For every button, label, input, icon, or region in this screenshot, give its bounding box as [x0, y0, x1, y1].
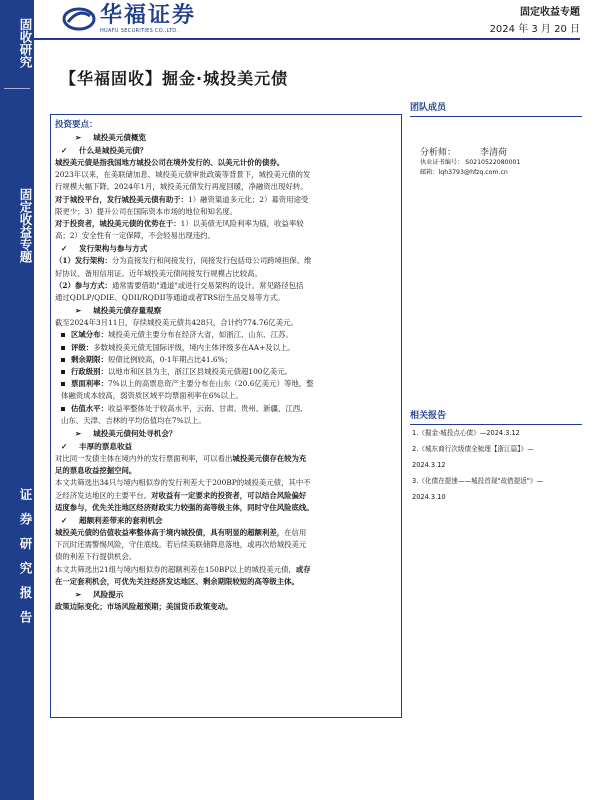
body-line — [55, 280, 397, 292]
team-heading: 团队成员 — [410, 100, 582, 117]
body-line — [55, 465, 397, 477]
body-line — [55, 181, 397, 193]
stat-bullet — [55, 329, 397, 341]
body-line — [55, 477, 397, 489]
plain-text: 政策边际变化；市场风险超预期；美国货币政策变动。 — [55, 602, 233, 612]
bullet-label: 行政级别： — [71, 367, 108, 377]
report-category: 固定收益专题 — [520, 7, 580, 18]
header-meta — [490, 4, 580, 38]
bullet-label: 估值水平： — [71, 403, 108, 413]
logo-english-name: HUAFU SECURITIES CO.,LTD. — [100, 27, 179, 34]
stat-bullet — [55, 403, 397, 415]
square-bullet-icon — [61, 370, 65, 374]
sidebar-mid-label: 固定收益专题 — [18, 188, 33, 263]
body-line — [55, 576, 397, 588]
analyst-name: 李清荷 — [480, 148, 508, 158]
bold-lead: 对于投资者，城投美元债的优势在于： — [55, 219, 181, 229]
square-bullet-icon — [61, 407, 65, 411]
check-bullet-icon: ✓ — [61, 516, 68, 526]
check-heading-text: 发行架构与参与方式 — [79, 244, 148, 254]
subheading-text: 城投美元债何处寻机会？ — [93, 429, 177, 439]
plain-text: 好协议、备用信用证。近年城投美元债间接发行规模占比较高。 — [55, 268, 262, 278]
check-heading-text: 丰厚的票息收益 — [79, 442, 133, 452]
analyst-block — [410, 145, 582, 178]
body-line — [55, 169, 397, 181]
summary-box — [50, 114, 402, 718]
left-sidebar — [0, 0, 34, 800]
bold-tail: 城投美元债存在较为充 — [232, 454, 307, 464]
body-line — [55, 527, 397, 539]
check-bullet-icon: ✓ — [61, 146, 68, 155]
plain-text: 1）以美债无风险利率为锚，收益率较 — [180, 219, 304, 229]
arrow-bullet-icon: ➢ — [75, 429, 82, 439]
arrow-bullet-icon: ➢ — [75, 306, 82, 316]
summary-heading: 投资要点： — [55, 120, 98, 130]
bold-tail: 或存 — [295, 564, 311, 574]
bullet-text: 短债比例较高，0-1年期占比41.6%； — [107, 354, 233, 364]
body-line — [55, 317, 397, 329]
plain-text: 城投美元债是指我国地方城投公司在境外发行的、以美元计价的债券。 — [55, 158, 285, 167]
arrow-bullet-icon: ➢ — [75, 133, 82, 142]
body-line — [55, 157, 397, 169]
header-rule — [34, 38, 580, 40]
section-subheading — [55, 588, 397, 601]
sidebar-bottom-label: 证券研究报告 — [18, 488, 33, 635]
check-subheading — [55, 514, 397, 527]
plain-text: 限更少；3）提升公司在国际资本市场的地位和知名度。 — [55, 206, 238, 216]
check-subheading — [55, 242, 397, 255]
bullet-label: 票面利率： — [71, 379, 108, 389]
body-line — [55, 292, 397, 304]
plain-text: 2023年以来，在美联储加息、城投美元债审批政策等背景下，城投美元债的发 — [55, 170, 311, 180]
plain-text: 1）融资渠道多元化；2）募资用途受 — [188, 194, 309, 204]
section-subheading — [55, 131, 397, 144]
arrow-bullet-icon: ➢ — [75, 590, 82, 600]
bold-lead: 城投美元债的估值收益率整体高于境内城投债，具有明显的超额利差， — [55, 528, 285, 538]
plain-text: 债的利差下行提供机会。 — [55, 552, 137, 562]
stat-bullet — [55, 354, 397, 366]
plain-text: 下沉时还需警惕风险，守住底线。若后续美联储降息落地，或再次给城投美元 — [55, 540, 307, 550]
bullet-text: 以地市和区县为主，浙江区县城投美元债超100亿美元。 — [107, 367, 293, 377]
analyst-email: 邮箱：lqh3793@hfzq.com.cn — [420, 169, 508, 176]
body-line — [55, 551, 397, 563]
plain-text: 通过QDLP/QDIE、QDII/RQDII等通道或者TRS衍生品交易等方式。 — [55, 293, 285, 303]
related-report-item[interactable]: 1.《掘金·城投点心债》—2024.3.12 — [412, 429, 520, 437]
body-line — [55, 415, 397, 427]
report-date: 2024 年 3 月 20 日 — [489, 24, 580, 35]
section-subheading — [55, 427, 397, 440]
sidebar-top-label: 固收研究 — [18, 18, 33, 68]
plain-text: 足的票息收益挖掘空间。 — [55, 466, 137, 476]
check-bullet-icon: ✓ — [61, 244, 68, 254]
stat-bullet — [55, 366, 397, 378]
plain-text: 在信用 — [284, 528, 307, 538]
body-line — [55, 194, 397, 206]
bullet-text: 收益率整体处于较高水平，云南、甘肃、贵州、新疆、江西、 — [107, 403, 308, 413]
related-reports-heading: 相关报告 — [410, 408, 582, 425]
right-column — [410, 100, 582, 505]
subheading-text: 城投美元债概览 — [93, 133, 147, 142]
logo-emblem-icon — [62, 6, 96, 32]
bullet-text: 多数城投美元债无国际评级，境内主体评级多在AA+及以上。 — [93, 342, 295, 352]
related-reports-list — [410, 425, 582, 505]
check-bullet-icon: ✓ — [61, 442, 68, 452]
related-report-item[interactable]: 2024.3.12 — [412, 461, 446, 469]
plain-text: 截至2024年3月11日，存续城投美元债共428只，合计约774.76亿美元。 — [55, 318, 298, 328]
body-line — [55, 255, 397, 267]
subheading-text: 城投美元债存量观察 — [93, 306, 162, 316]
bold-lead: （2）参与方式： — [55, 280, 112, 290]
analyst-role: 分析师： — [420, 148, 457, 158]
body-line — [55, 390, 397, 402]
bold-tail: 对收益有一定要求的投资者，可以结合风险偏好 — [151, 490, 307, 500]
plain-text: 行规模大幅下降。2024年1月，城投美元债发行再度回暖，净融资出现好转。 — [55, 182, 308, 192]
check-heading-text: 超额利差带来的套利机会 — [79, 516, 163, 526]
body-line — [55, 218, 397, 230]
plain-text: 乏经济发达地区的主要平台。 — [55, 490, 152, 500]
plain-text: 本文共筛选出34只与境内相似券的发行利差大于200BP的城投美元债，其中不 — [55, 478, 311, 488]
sidebar-divider — [4, 88, 30, 89]
bold-lead: 对于城投平台，发行城投美元债有助于： — [55, 194, 189, 204]
check-heading-text: 什么是城投美元债？ — [79, 146, 148, 155]
company-logo — [62, 2, 196, 36]
body-line — [55, 230, 397, 242]
check-subheading — [55, 144, 397, 157]
body-line — [55, 268, 397, 280]
section-subheading — [55, 304, 397, 317]
square-bullet-icon — [61, 346, 65, 350]
analyst-license: 执业证书编号： S0210522080001 — [420, 159, 521, 166]
plain-text: 体融资成本较高，弱资质区域平均票面利率在6%以上。 — [61, 391, 243, 401]
plain-text: 山东、天津、吉林的平均估值均在7%以上。 — [61, 415, 206, 425]
plain-text: 适度参与，优先关注地区经济财政实力较强的高等级主体，同时守住风险底线。 — [55, 502, 314, 512]
related-report-item[interactable]: 3.《化债在提速——城投首现"故借提返"》— — [412, 477, 544, 485]
plain-text: 高；2）安全性有一定保障，不会轻易出现违约。 — [55, 231, 215, 241]
bullet-label: 区域分布： — [71, 330, 108, 340]
check-subheading — [55, 440, 397, 453]
square-bullet-icon — [61, 382, 65, 386]
stat-bullet — [55, 342, 397, 354]
plain-text: 分为直接发行和间接发行，间接发行包括母公司跨境担保、维 — [111, 256, 312, 266]
body-line — [55, 453, 397, 465]
body-line — [55, 601, 397, 613]
related-report-item[interactable]: 2.《城东商行次级债全梳理【浙江篇】》— — [412, 445, 534, 453]
logo-chinese-name: 华福证券 — [100, 2, 197, 28]
plain-text: 通常需要借助"通道"或进行交易架构的设计。常见路径包括 — [111, 280, 304, 290]
bold-lead: （1）发行架构： — [55, 256, 112, 266]
related-report-item[interactable]: 2024.3.10 — [412, 493, 446, 501]
body-line — [55, 502, 397, 514]
body-line — [55, 490, 397, 502]
subheading-text: 风险提示 — [93, 590, 124, 600]
square-bullet-icon — [61, 333, 65, 337]
plain-text: 在一定套利机会，可优先关注经济发达地区、剩余期限较短的高等级主体。 — [55, 576, 299, 586]
bullet-label: 剩余期限： — [71, 354, 108, 364]
body-line — [55, 206, 397, 218]
bullet-text: 城投美元债主要分布在经济大省，如浙江、山东、江苏。 — [107, 330, 293, 340]
report-title: 【华福固收】掘金·城投美元债 — [60, 69, 289, 88]
bullet-text: 7%以上的高票息资产主要分布在山东（20.6亿美元）等地，整 — [107, 379, 314, 389]
square-bullet-icon — [61, 358, 65, 362]
body-line — [55, 564, 397, 576]
body-line — [55, 539, 397, 551]
plain-text: 对比同一发债主体在境内外的发行票面利率，可以看出 — [55, 454, 233, 464]
plain-text: 本文共筛选出21组与境内相似券的超额利差在150BP以上的城投美元债， — [55, 564, 296, 574]
stat-bullet — [55, 378, 397, 390]
bullet-label: 评级： — [71, 342, 94, 352]
